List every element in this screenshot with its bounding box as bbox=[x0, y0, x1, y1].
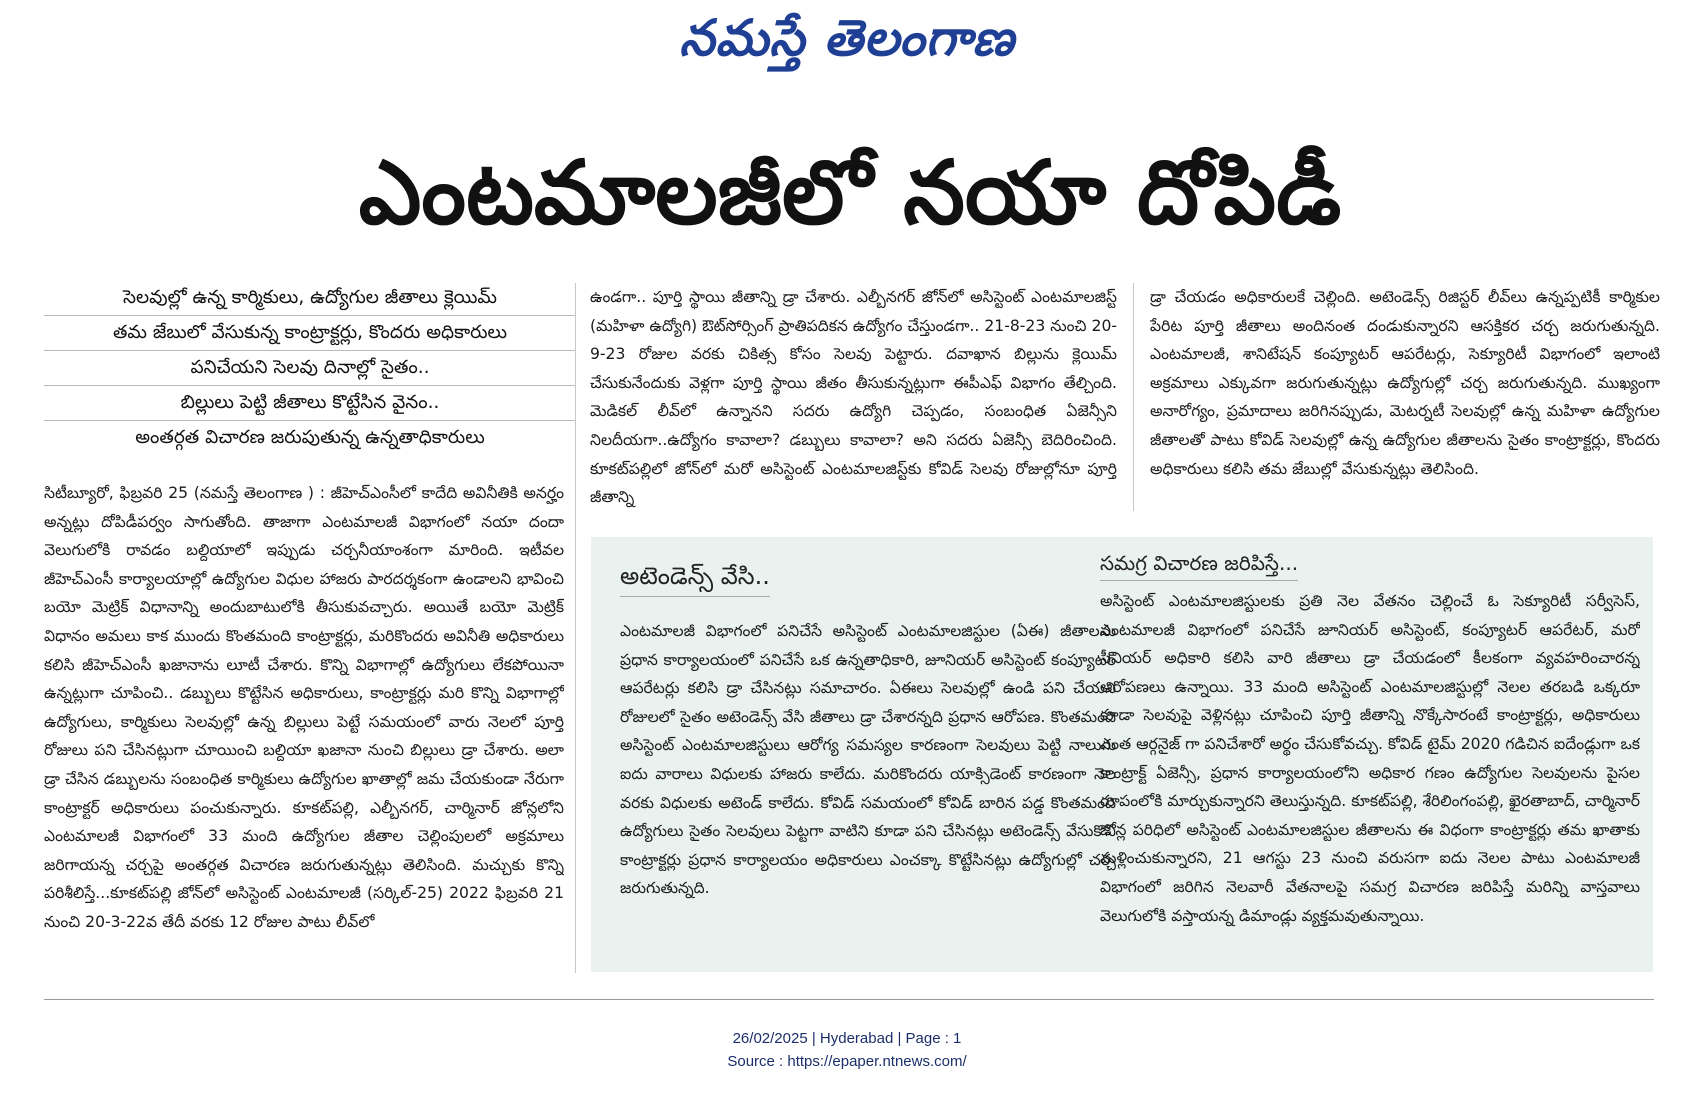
deck-line-2: తమ జేబులో వేసుకున్న కాంట్రాక్టర్లు, కొందరు అధికారులు bbox=[44, 316, 576, 351]
box-subhead-inquiry: సమగ్ర విచారణ జరిపిస్తే... bbox=[1100, 548, 1298, 581]
footer-source: Source : https://epaper.ntnews.com/ bbox=[727, 1053, 967, 1070]
column-divider-1 bbox=[575, 283, 576, 973]
box-column-attendance: ఎంటమాలజీ విభాగంలో పనిచేసే అసిస్టెంట్ ఎంటమాలజిస్టుల (ఏఈ) జీతాలను ప్రధాన కార్యాలయంలో పనిచేసే ఒక ఉన్నతాధికారి, జూనియర్ అసిస్టెంట్ కంప్యూటర్ ఆపరేటర్లు కలిసి డ్రా చేసినట్లు సమాచారం. ఏఈలు సెలవుల్లో ఉండి పని చేయని రోజులలో సైతం అటెండెన్స్ వేసి జీతాలు డ్రా చేశారన్నది ప్రధాన ఆరోపణ. కొంతమంది అసిస్టెంట్ ఎంటమాలజిస్టులు ఆరోగ్య సమస్యల కారణంగా సెలవులు పెట్టి నాలుగు ఐదు వారాలు విధులకు హాజరు కాలేదు. మరికొందరు యాక్సిడెంట్ కారణంగా నెల వరకు విధులకు అటెండ్ కాలేదు. కోవిడ్ సమయంలో కోవిడ్ బారిన పడ్డ కొంతమంది ఉద్యోగులు సైతం సెలవులు పెట్టగా వాటిని కూడా పని చేసినట్లు అటెండెన్స్ వేసుకొని కాంట్రాక్టర్లు ప్రధాన కార్యాలయం అధికారులు ఎంచక్కా కొట్టేసినట్లు ఉద్యోగుల్లో చర్చ జరుగుతున్నది. bbox=[620, 622, 1116, 898]
footer-date-edition: 26/02/2025 | Hyderabad | Page : 1 bbox=[732, 1030, 962, 1047]
deck-headlines bbox=[44, 281, 576, 455]
bottom-rule bbox=[44, 999, 1654, 1000]
article-headline: ఎంటమాలజీలో నయా దోపిడీ bbox=[358, 141, 1342, 244]
deck-line-3: పనిచేయని సెలవు దినాల్లో సైతం.. bbox=[44, 351, 576, 386]
deck-line-4: బిల్లులు పెట్టి జీతాలు కొట్టేసిన వైనం.. bbox=[44, 386, 576, 421]
deck-line-5: అంతర్గత విచారణ జరుపుతున్న ఉన్నతాధికారులు bbox=[135, 427, 485, 448]
box-subhead-attendance: అటెండెన్స్ వేసి.. bbox=[620, 558, 770, 597]
newspaper-masthead: నమస్తే తెలంగాణ bbox=[679, 8, 1015, 67]
article-column-2: ఉండగా.. పూర్తి స్థాయి జీతాన్ని డ్రా చేశారు. ఎల్బీనగర్ జోన్‌లో అసిస్టెంట్ ఎంటమాలజిస్ట్ (మహిళా ఉద్యోగి) ఔట్‌సోర్సింగ్ ప్రాతిపదికన ఉద్యోగం చేస్తుండగా.. 21-8-23 నుంచి 20-9-23 రోజుల వరకు చికిత్స కోసం సెలవు పెట్టారు. దవాఖాన బిల్లును క్లెయిమ్ చేసుకునేందుకు వెళ్లగా పూర్తి స్థాయి జీతం తీసుకున్నట్లుగా ఈపీఎఫ్ విభాగం తేల్చింది. మెడికల్ లీవ్‌లో ఉన్నానని సదరు ఉద్యోగి చెప్పడం, సంబంధిత ఏజెన్సీని నిలదీయగా..ఉద్యోగం కావాలా? డబ్బులు కావాలా? అని సదరు ఏజెన్సీ బెదిరించింది. కూకట్‌పల్లిలో జోన్‌లో మరో అసిస్టెంట్ ఎంటమాలజిస్ట్‌కు కోవిడ్ సెలవు రోజుల్లోనూ పూర్తి జీతాన్ని bbox=[590, 288, 1117, 507]
deck-line-1: సెలవుల్లో ఉన్న కార్మికులు, ఉద్యోగుల జీతాలు క్లెయిమ్ bbox=[44, 281, 576, 316]
box-column-inquiry: అసిస్టెంట్ ఎంటమాలజిస్టులకు ప్రతి నెల వేతనం చెల్లించే ఓ సెక్యూరిటీ సర్వీసెస్, ఎంటమాలజీ విభాగంలో పనిచేసే జూనియర్ అసిస్టెంట్, కంప్యూటర్ ఆపరేటర్, మరో సీనియర్ అధికారి కలిసి వారి జీతాలు డ్రా చేయడంలో కీలకంగా వ్యవహరించారన్న ఆరోపణలు ఉన్నాయి. 33 మంది అసిస్టెంట్ ఎంటమాలజిస్టుల్లో నెలల తరబడి ఒక్కరూ కూడా సెలవుపై వెళ్లినట్లు చూపించి పూర్తి జీతాన్ని నొక్కేసారంటే కాంట్రాక్టర్లు, అధికారులు ఎంత ఆర్గనైజ్ గా పనిచేశారో అర్థం చేసుకోవచ్చు. కోవిడ్ టైమ్ 2020 గడిచిన ఐదేండ్లుగా ఒక కాంట్రాక్ట్ ఏజెన్సీ, ప్రధాన కార్యాలయంలోని అధికార గణం ఉద్యోగుల సెలవులను పైసల రూపంలోకి మార్చుకున్నారని తెలుస్తున్నది. కూకట్‌పల్లి, శేరిలింగంపల్లి, ఖైరతాబాద్, చార్మినార్ జోన్ల పరిధిలో అసిస్టెంట్ ఎంటమాలజిస్టుల జీతాలను ఈ విధంగా కాంట్రాక్టర్లు తమ ఖాతాకు మళ్లించుకున్నారని, 21 ఆగస్టు 23 నుంచి వరుసగా ఐదు నెలల పాటు ఎంటమాలజీ విభాగంలో జరిగిన నెలవారీ వేతనాలపై సమగ్ర విచారణ జరిపిస్తే మరిన్ని వాస్తవాలు వెలుగులోకి వస్తాయన్న డిమాండ్లు వ్యక్తమవుతున్నాయి. bbox=[1100, 592, 1640, 925]
article-column-3: డ్రా చేయడం అధికారులకే చెల్లింది. అటెండెన్స్ రిజిస్టర్ లీవ్‌లు ఉన్నప్పటికీ కార్మికుల పేరిట పూర్తి జీతాలు అందినంత దండుకున్నారని ఆసక్తికర చర్చ జరుగుతున్నది. ఎంటమాలజీ, శానిటేషన్ కంప్యూటర్ ఆపరేటర్లు, సెక్యూరిటీ విభాగంలో ఇలాంటి అక్రమాలు ఎక్కువగా జరుగుతున్నట్లు ఉద్యోగుల్లో చర్చ జరుగుతున్నది. ముఖ్యంగా అనారోగ్యం, ప్రమాదాలు జరిగినప్పుడు, మెటర్నటీ సెలవుల్లో ఉన్న మహిళా ఉద్యోగుల జీతాలతో పాటు కోవిడ్ సెలవుల్లో ఉన్న ఉద్యోగుల జీతాలను సైతం కాంట్రాక్టర్లు, కొందరు అధికారులు కలిసి తమ జేబుల్లో వేసుకున్నట్లు తెలిసింది. bbox=[1150, 288, 1660, 478]
article-column-1: సిటీబ్యూరో, ఫిబ్రవరి 25 (నమస్తే తెలంగాణ ) : జీహెచ్‌ఎంసీలో కాదేది అవినీతికి అనర్హం అన్నట్లు దోపిడీపర్వం సాగుతోంది. తాజాగా ఎంటమాలజీ విభాగంలో నయా దందా వెలుగులోకి రావడం బల్దియాలో ఇప్పుడు చర్చనీయాంశంగా మారింది. ఇటీవల జీహెచ్‌ఎంసీ కార్యాలయాల్లో ఉద్యోగుల విధుల హాజరు పారదర్శకంగా ఉండాలని భావించి బయో మెట్రిక్ విధానాన్ని అందుబాటులోకి తీసుకువచ్చారు. అయితే బయో మెట్రిక్ విధానం అమలు కాక ముందు కొంతమంది కాంట్రాక్టర్లు, మరికొందరు అవినీతి అధికారులు కలిసి జీహెచ్‌ఎంసీ ఖజానాను లూటీ చేశారు. కొన్ని విభాగాల్లో ఉద్యోగులు లేకపోయినా ఉన్నట్లుగా చూపించి.. డబ్బులు కొట్టేసిన అధికారులు, కాంట్రాక్టర్లు మరి కొన్ని విభాగాల్లో ఉద్యోగులు, కార్మికులు సెలవుల్లో ఉన్న బిల్లులు పెట్టే సమయంలో వారు నెలలో పూర్తి రోజులు పని చేసినట్లుగా చూయించి బల్దియా ఖజానా నుంచి బిల్లులు డ్రా చేశారు. అలా డ్రా చేసిన డబ్బులను సంబంధిత కార్మికులు ఉద్యోగుల ఖాతాల్లో జమ చేయకుండా నేరుగా కాంట్రాక్టర్ అధికారులు పంచుకున్నారు. కూకట్‌పల్లి, ఎల్బీనగర్, చార్మినార్ జోన్లలోని ఎంటమాలజీ విభాగంలో 33 మంది ఉద్యోగుల జీతాల చెల్లింపులలో అక్రమాలు జరిగాయన్న చర్చపై అంతర్గత విచారణ జరుగుతున్నట్లు తెలిసింది. మచ్చుకు కొన్ని పరిశీలిస్తే...కూకట్‌పల్లి జోన్‌లో అసిస్టెంట్ ఎంటమాలజీ (సర్కిల్-25) 2022 ఫిబ్రవరి 21 నుంచి 20-3-22వ తేదీ వరకు 12 రోజుల పాటు లీవ్‌లో bbox=[44, 484, 564, 931]
column-divider-2 bbox=[1133, 283, 1134, 511]
